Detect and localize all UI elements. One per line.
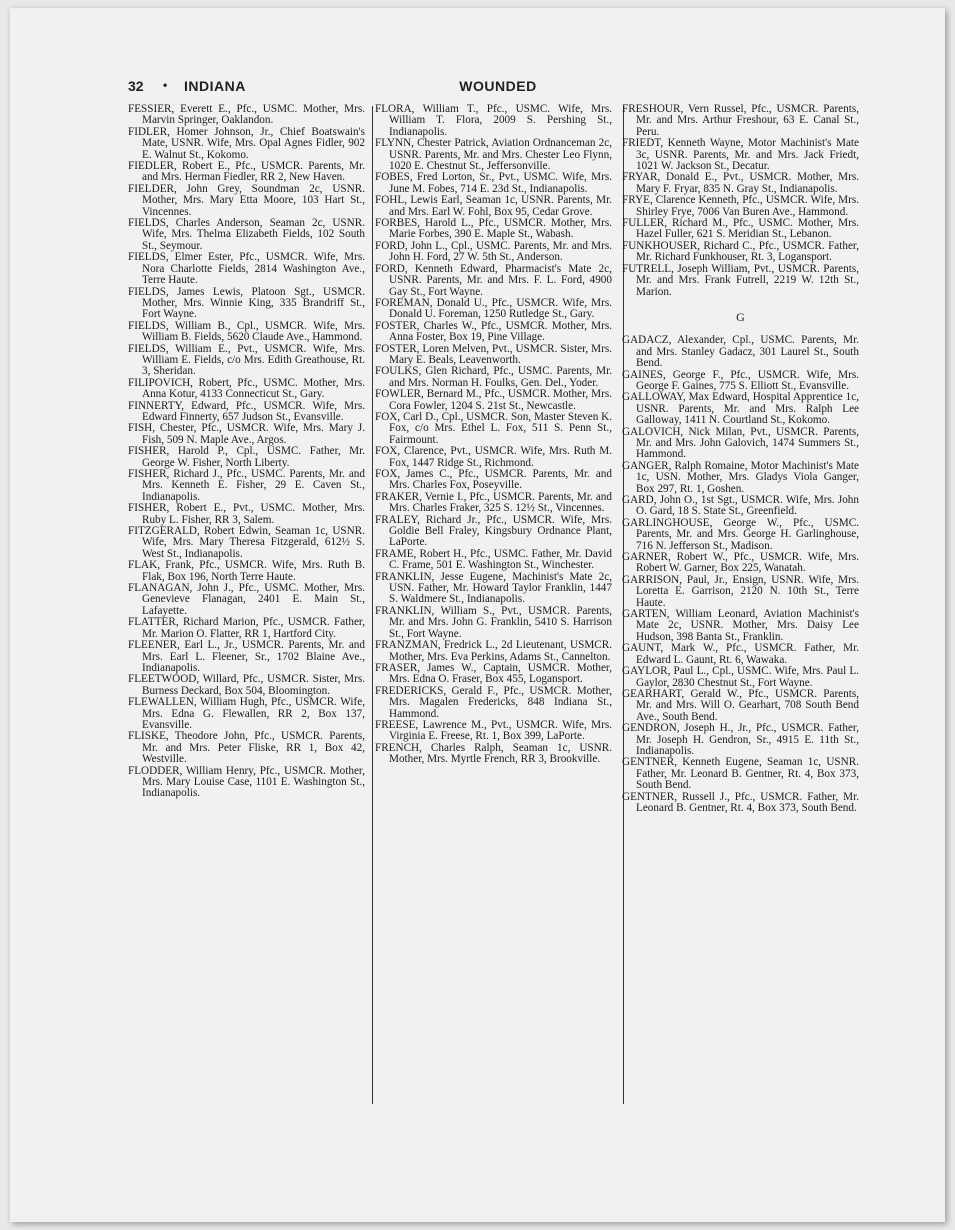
casualty-entry: FOX, Carl D., Cpl., USMCR. Son, Master Steven K. Fox, c/o Mrs. Ethel L. Fox, 511 S. Penn St., Fairmount. — [375, 410, 612, 446]
casualty-entry: FOHL, Lewis Earl, Seaman 1c, USNR. Parents, Mr. and Mrs. Earl W. Fohl, Box 95, Cedar Grove. — [375, 194, 612, 218]
casualty-entry: FIELDS, William E., Pvt., USMCR. Wife, Mrs. William E. Fields, c/o Mrs. Edith Greathouse, Rt. 3, Sheridan. — [128, 342, 365, 378]
casualty-entry: FIELDER, John Grey, Soundman 2c, USNR. Mother, Mrs. Mary Etta Moore, 103 Hart St., Vincennes. — [128, 182, 365, 218]
casualty-entry: FISHER, Richard J., Pfc., USMC. Parents, Mr. and Mrs. Kenneth E. Fisher, 29 E. Caven St., Indianapolis. — [128, 468, 365, 503]
casualty-entry: FLYNN, Chester Patrick, Aviation Ordnanceman 2c, USNR. Parents, Mr. and Mrs. Chester Leo Flynn, 1020 E. Chestnut St., Jeffersonville. — [375, 137, 612, 173]
casualty-entry: FITZGERALD, Robert Edwin, Seaman 1c, USNR. Wife, Mrs. Mary Theresa Fitzgerald, 612½ S. West St., Indianapolis. — [128, 525, 365, 560]
document-page — [10, 8, 945, 1222]
casualty-entry: FLATTER, Richard Marion, Pfc., USMCR. Father, Mr. Marion O. Flatter, RR 1, Hartford City. — [128, 616, 365, 640]
casualty-entry: FORD, Kenneth Edward, Pharmacist's Mate 2c, USNR. Parents, Mr. and Mrs. F. L. Ford, 4900 Gay St., Fort Wayne. — [375, 262, 612, 298]
casualty-entry: FIEDLER, Robert E., Pfc., USMCR. Parents, Mr. and Mrs. Herman Fiedler, RR 2, New Haven. — [128, 160, 365, 184]
casualty-entry: FUTRELL, Joseph William, Pvt., USMCR. Parents, Mr. and Mrs. Frank Futrell, 2219 W. 12th St., Marion. — [622, 262, 859, 298]
casualty-entry: GARRISON, Paul, Jr., Ensign, USNR. Wife, Mrs. Loretta E. Garrison, 2120 N. 10th St., Terre Haute. — [622, 573, 859, 609]
casualty-entry: FOSTER, Loren Melven, Pvt., USMCR. Sister, Mrs. Mary E. Beals, Leavenworth. — [375, 342, 612, 366]
casualty-entry: FLORA, William T., Pfc., USMC. Wife, Mrs. William T. Flora, 2009 S. Pershing St., Indianapolis. — [375, 103, 612, 138]
casualty-entry: GAYLOR, Paul L., Cpl., USMC. Wife, Mrs. Paul L. Gaylor, 2830 Chestnut St., Fort Wayne. — [622, 665, 859, 689]
casualty-entry: FLEETWOOD, Willard, Pfc., USMCR. Sister, Mrs. Burness Deckard, Box 504, Bloomington. — [128, 673, 365, 697]
casualty-entry: FOX, Clarence, Pvt., USMCR. Wife, Mrs. Ruth M. Fox, 1447 Ridge St., Richmond. — [375, 445, 612, 469]
casualty-entry: FRASER, James W., Captain, USMCR. Mother, Mrs. Edna O. Fraser, Box 455, Logansport. — [375, 661, 612, 686]
text-column-3 — [622, 104, 859, 814]
casualty-entry: FRYE, Clarence Kenneth, Pfc., USMCR. Wife, Mrs. Shirley Frye, 7006 Van Buren Ave., Hammond. — [622, 194, 859, 218]
casualty-entry: FOULKS, Glen Richard, Pfc., USMC. Parents, Mr. and Mrs. Norman H. Foulks, Gen. Del., Yoder. — [375, 365, 612, 389]
casualty-entry: GARTEN, William Leonard, Aviation Machinist's Mate 2c, USNR. Mother, Mrs. Daisy Lee Hudson, 398 Banta St., Franklin. — [622, 608, 859, 643]
casualty-entry: GARLINGHOUSE, George W., Pfc., USMC. Parents, Mr. and Mrs. George H. Garlinghouse, 716 N. Jefferson St., Madison. — [622, 516, 859, 552]
casualty-entry: FLAK, Frank, Pfc., USMCR. Wife, Mrs. Ruth B. Flak, Box 196, North Terre Haute. — [128, 559, 365, 583]
text-column-1 — [128, 104, 365, 800]
casualty-entry: GENDRON, Joseph H., Jr., Pfc., USMCR. Father, Mr. Joseph H. Gendron, Sr., 4915 E. 11th St., Indianapolis. — [622, 722, 859, 757]
casualty-entry: FIELDS, James Lewis, Platoon Sgt., USMCR. Mother, Mrs. Winnie King, 335 Brandriff St., Fort Wayne. — [128, 285, 365, 321]
casualty-entry: FULLER, Richard M., Pfc., USMC. Mother, Mrs. Hazel Fuller, 621 S. Meridian St., Lebanon. — [622, 217, 859, 241]
casualty-entry: FREDERICKS, Gerald F., Pfc., USMCR. Mother, Mrs. Magalen Fredericks, 848 Indiana St., Hammond. — [375, 684, 612, 720]
entries-f-continued — [622, 104, 859, 298]
casualty-entry: FRANZMAN, Fredrick L., 2d Lieutenant, USMCR. Mother, Mrs. Eva Perkins, Adams St., Cannelton. — [375, 639, 612, 663]
casualty-entry: GALOVICH, Nick Milan, Pvt., USMCR. Parents, Mr. and Mrs. John Galovich, 1474 Summers St., Hammond. — [622, 425, 859, 461]
casualty-entry: FRALEY, Richard Jr., Pfc., USMCR. Wife, Mrs. Goldie Bell Fraley, Kingsbury Ordnance Plant, LaPorte. — [375, 513, 612, 549]
casualty-entry: FOX, James C., Pfc., USMCR. Parents, Mr. and Mrs. Charles Fox, Poseyville. — [375, 468, 612, 492]
casualty-entry: GALLOWAY, Max Edward, Hospital Apprentice 1c, USNR. Parents, Mr. and Mrs. Ralph Lee Galloway, 1411 N. Courtland St., Kokomo. — [622, 391, 859, 427]
casualty-entry: FISH, Chester, Pfc., USMCR. Wife, Mrs. Mary J. Fish, 509 N. Maple Ave., Argos. — [128, 422, 365, 446]
casualty-entry: FLEWALLEN, William Hugh, Pfc., USMCR. Wife, Mrs. Edna G. Flewallen, RR 2, Box 137, Evansville. — [128, 696, 365, 731]
casualty-entry: FORBES, Harold L., Pfc., USMCR. Mother, Mrs. Marie Forbes, 390 E. Maple St., Wabash. — [375, 217, 612, 241]
casualty-entry: GARNER, Robert W., Pfc., USMCR. Wife, Mrs. Robert W. Garner, Box 225, Wanatah. — [622, 551, 859, 575]
casualty-entry: FOSTER, Charles W., Pfc., USMCR. Mother, Mrs. Anna Foster, Box 19, Pine Village. — [375, 319, 612, 344]
casualty-entry: FORD, John L., Cpl., USMC. Parents, Mr. and Mrs. John H. Ford, 27 W. 5th St., Anderson. — [375, 239, 612, 264]
casualty-entry: FLEENER, Earl L., Jr., USMCR. Parents, Mr. and Mrs. Earl L. Fleener, Sr., 1702 Blaine Ave., Indianapolis. — [128, 639, 365, 674]
text-column-2 — [375, 104, 612, 766]
casualty-entry: FLANAGAN, John J., Pfc., USMC. Mother, Mrs. Genevieve Flanagan, 2401 E. Main St., Lafayette. — [128, 582, 365, 617]
page-header — [128, 78, 868, 98]
casualty-entry: FISHER, Harold P., Cpl., USMC. Father, Mr. George W. Fisher, North Liberty. — [128, 445, 365, 469]
casualty-entry: FINNERTY, Edward, Pfc., USMCR. Wife, Mrs. Edward Finnerty, 657 Judson St., Evansville. — [128, 399, 365, 423]
casualty-entry: FRANKLIN, William S., Pvt., USMCR. Parents, Mr. and Mrs. John G. Franklin, 5410 S. Harrison St., Fort Wayne. — [375, 604, 612, 640]
casualty-entry: FRAME, Robert H., Pfc., USMC. Father, Mr. David C. Frame, 501 E. Washington St., Winchester. — [375, 547, 612, 572]
casualty-entry: FRENCH, Charles Ralph, Seaman 1c, USNR. Mother, Mrs. Myrtle French, RR 3, Brookville. — [375, 741, 612, 766]
casualty-entry: GENTNER, Russell J., Pfc., USMCR. Father, Mr. Leonard B. Gentner, Rt. 4, Box 373, South Bend. — [622, 790, 859, 814]
casualty-entry: FIELDS, Charles Anderson, Seaman 2c, USNR. Wife, Mrs. Thelma Elizabeth Fields, 102 South St., Seymour. — [128, 217, 365, 252]
casualty-entry: GADACZ, Alexander, Cpl., USMC. Parents, Mr. and Mrs. Stanley Gadacz, 301 Laurel St., South Bend. — [622, 334, 859, 370]
casualty-entry: FILIPOVICH, Robert, Pfc., USMC. Mother, Mrs. Anna Kotur, 4133 Connecticut St., Gary. — [128, 376, 365, 401]
casualty-entry: FRESHOUR, Vern Russel, Pfc., USMCR. Parents, Mr. and Mrs. Arthur Freshour, 63 E. Canal St., Peru. — [622, 103, 859, 138]
casualty-entry: FIELDS, William B., Cpl., USMCR. Wife, Mrs. William B. Fields, 5620 Claude Ave., Hammond. — [128, 319, 365, 344]
casualty-entry: FOBES, Fred Lorton, Sr., Pvt., USMC. Wife, Mrs. June M. Fobes, 714 E. 23d St., Indianapolis. — [375, 171, 612, 195]
casualty-entry: FISHER, Robert E., Pvt., USMC. Mother, Mrs. Ruby L. Fisher, RR 3, Salem. — [128, 502, 365, 526]
casualty-entry: GANGER, Ralph Romaine, Motor Machinist's Mate 1c, USN. Mother, Mrs. Gladys Viola Ganger, Box 297, Rt. 1, Goshen. — [622, 459, 859, 495]
casualty-entry: FOREMAN, Donald U., Pfc., USMCR. Wife, Mrs. Donald U. Foreman, 1250 Rutledge St., Gary. — [375, 296, 612, 321]
casualty-entry: FRYAR, Donald E., Pvt., USMCR. Mother, Mrs. Mary F. Fryar, 835 N. Gray St., Indianapolis. — [622, 171, 859, 195]
section-letter-heading: G — [736, 309, 745, 324]
casualty-entry: FLISKE, Theodore John, Pfc., USMCR. Parents, Mr. and Mrs. Peter Fliske, RR 1, Box 42, Westville. — [128, 730, 365, 766]
casualty-entry: GAINES, George F., Pfc., USMCR. Wife, Mrs. George F. Gaines, 775 S. Elliott St., Evansville. — [622, 368, 859, 392]
casualty-entry: FREESE, Lawrence M., Pvt., USMCR. Wife, Mrs. Virginia E. Freese, Rt. 1, Box 399, LaPorte. — [375, 718, 612, 743]
casualty-entry: FIDLER, Homer Johnson, Jr., Chief Boatswain's Mate, USNR. Wife, Mrs. Opal Agnes Fidler, 902 E. Walnut St., Kokomo. — [128, 125, 365, 161]
casualty-entry: FRIEDT, Kenneth Wayne, Motor Machinist's Mate 3c, USNR. Parents, Mr. and Mrs. Jack Friedt, 1021 W. Jackson St., Decatur. — [622, 137, 859, 173]
casualty-entry: FRAKER, Vernie I., Pfc., USMCR. Parents, Mr. and Mrs. Charles Fraker, 325 S. 12½ St., Vincennes. — [375, 490, 612, 515]
casualty-entry: FOWLER, Bernard M., Pfc., USMCR. Mother, Mrs. Cora Fowler, 1204 S. 21st St., Newcastle. — [375, 388, 612, 412]
casualty-entry: GENTNER, Kenneth Eugene, Seaman 1c, USNR. Father, Mr. Leonard B. Gentner, Rt. 4, Box 373, South Bend. — [622, 756, 859, 792]
column-divider — [372, 106, 373, 1104]
entries-g — [622, 335, 859, 814]
casualty-entry: FRANKLIN, Jesse Eugene, Machinist's Mate 2c, USN. Father, Mr. Howard Taylor Franklin, 1447 S. Waldmere St., Indianapolis. — [375, 570, 612, 606]
casualty-entry: FUNKHOUSER, Richard C., Pfc., USMCR. Father, Mr. Richard Funkhouser, Rt. 3, Logansport. — [622, 239, 859, 264]
casualty-entry: FESSIER, Everett E., Pfc., USMC. Mother, Mrs. Marvin Springer, Oaklandon. — [128, 103, 365, 127]
page-number: 32 — [128, 78, 144, 94]
section-title: WOUNDED — [459, 78, 537, 94]
casualty-entry: FLODDER, William Henry, Pfc., USMCR. Mother, Mrs. Mary Louise Case, 1101 E. Washington St., Indianapolis. — [128, 764, 365, 800]
casualty-entry: GARD, John O., 1st Sgt., USMCR. Wife, Mrs. John O. Gard, 18 S. State St., Greenfield. — [622, 494, 859, 518]
casualty-entry: GEARHART, Gerald W., Pfc., USMCR. Parents, Mr. and Mrs. Will O. Gearhart, 708 South Bend Ave., South Bend. — [622, 687, 859, 723]
bullet-separator: • — [163, 78, 168, 92]
state-name: INDIANA — [184, 78, 246, 94]
casualty-entry: FIELDS, Elmer Ester, Pfc., USMCR. Wife, Mrs. Nora Charlotte Fields, 2814 Washington Ave., Terre Haute. — [128, 251, 365, 287]
casualty-entry: GAUNT, Mark W., Pfc., USMCR. Father, Mr. Edward L. Gaunt, Rt. 6, Wawaka. — [622, 642, 859, 666]
